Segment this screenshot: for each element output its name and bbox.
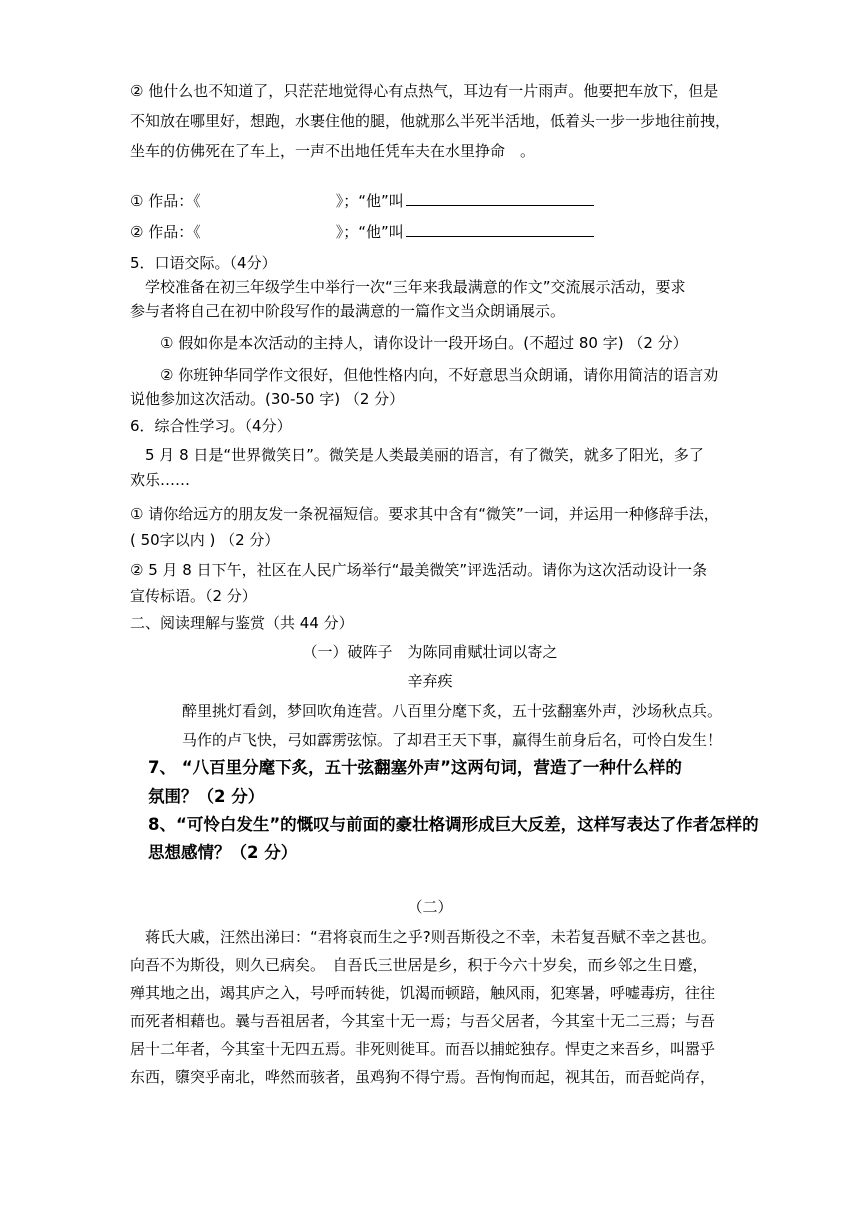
- q5-item-2-line-1: ② 你班钟华同学作文很好，但他性格内向，不好意思当众朗诵，请你用简洁的语言劝: [160, 366, 719, 384]
- q4-passage-line-1: ② 他什么也不知道了，只茫茫地觉得心有点热气，耳边有一片雨声。他要把车放下，但是: [130, 82, 719, 100]
- q4-passage-line-3: 坐车的仿佛死在了车上，一声不出地任凭车夫在水里挣命 。: [130, 142, 536, 160]
- poem-author: 辛弃疾: [407, 672, 453, 690]
- prose-line-1: 蒋氏大戚，汪然出涕曰：“君将哀而生之乎?则吾斯役之不幸，未若复吾赋不幸之甚也。: [145, 928, 716, 946]
- q6-item-1-line-2: ( 50字以内 ) （2 分）: [130, 531, 280, 549]
- q8-line-2: 思想感情？（2 分）: [148, 843, 298, 862]
- part-2-title: （二）: [407, 898, 453, 916]
- q4-answer-1-text: ① 作品：《 》；“他”叫: [130, 192, 404, 210]
- q4-passage-line-2: 不知放在哪里好，想跑，水裹住他的腿，他就那么半死半活地，低着头一步一步地往前拽，: [130, 112, 731, 130]
- prose-line-3: 殚其地之出，竭其庐之入，号呼而转徙，饥渴而顿踣，触风雨，犯寒暑，呼嘘毒疠，往往: [130, 984, 716, 1002]
- q6-item-2-line-2: 宣传标语。（2 分）: [130, 587, 257, 605]
- prose-line-2: 向吾不为斯役，则久已病矣。 自吾氏三世居是乡，积于今六十岁矣，而乡邻之生日蹙，: [130, 956, 708, 974]
- q5-intro-line-1: 学校准备在初三年级学生中举行一次“三年来我最满意的作文”交流展示活动，要求: [130, 278, 686, 296]
- q5-intro-line-2: 参与者将自己在初中阶段写作的最满意的一篇作文当众朗诵展示。: [130, 302, 566, 320]
- poem-line-1: 醉里挑灯看剑，梦回吹角连营。八百里分麾下炙，五十弦翻塞外声，沙场秋点兵。: [182, 702, 723, 720]
- prose-line-5: 居十二年者，今其室十无四五焉。非死则徙耳。而吾以捕蛇独存。悍吏之来吾乡，叫嚣乎: [130, 1040, 716, 1058]
- q5-item-2-line-2: 说他参加这次活动。(30-50 字) （2 分）: [130, 390, 405, 408]
- q6-item-1-line-1: ① 请你给远方的朋友发一条祝福短信。要求其中含有“微笑”一词，并运用一种修辞手法，: [130, 505, 719, 523]
- section-2-title: 二、阅读理解与鉴赏（共 44 分）: [130, 614, 354, 632]
- q4-answer-1: [130, 191, 594, 211]
- q5-item-1: ① 假如你是本次活动的主持人，请你设计一段开场白。(不超过 80 字) （2 分）: [160, 334, 688, 352]
- q6-item-2-line-1: ② 5 月 8 日下午，社区在人民广场举行“最美微笑”评选活动。请你为这次活动设计一条: [130, 561, 708, 579]
- q4-answer-1-blank[interactable]: [406, 191, 594, 206]
- q7-line-2: 氛围？（2 分）: [148, 787, 265, 806]
- poem-title: （一）破阵子 为陈同甫赋壮词以寄之: [302, 643, 558, 661]
- q5-title: 5．口语交际。（4分）: [130, 254, 277, 272]
- poem-line-2: 马作的卢飞快，弓如霹雳弦惊。了却君王天下事，赢得生前身后名，可怜白发生！: [182, 731, 723, 749]
- prose-line-6: 东西，隳突乎南北，哗然而骇者，虽鸡狗不得宁焉。吾恂恂而起，视其缶，而吾蛇尚存，: [130, 1068, 716, 1086]
- q4-answer-2-text: ② 作品：《 》；“他”叫: [130, 223, 404, 241]
- q6-intro-line-2: 欢乐……: [130, 471, 191, 489]
- prose-line-4: 而死者相藉也。曩与吾祖居者，今其室十无一焉；与吾父居者，今其室十无二三焉；与吾: [130, 1012, 716, 1030]
- q4-answer-2-blank[interactable]: [406, 222, 594, 237]
- q6-intro-line-1: 5 月 8 日是“世界微笑日”。微笑是人类最美丽的语言，有了微笑，就多了阳光，多了: [145, 446, 704, 464]
- q4-answer-2: [130, 222, 594, 242]
- q7-line-1: 7、 “八百里分麾下炙，五十弦翻塞外声”这两句词，营造了一种什么样的: [148, 758, 682, 777]
- q6-title: 6．综合性学习。（4分）: [130, 417, 292, 435]
- q8-line-1: 8、“可怜白发生”的慨叹与前面的豪壮格调形成巨大反差，这样写表达了作者怎样的: [148, 815, 759, 834]
